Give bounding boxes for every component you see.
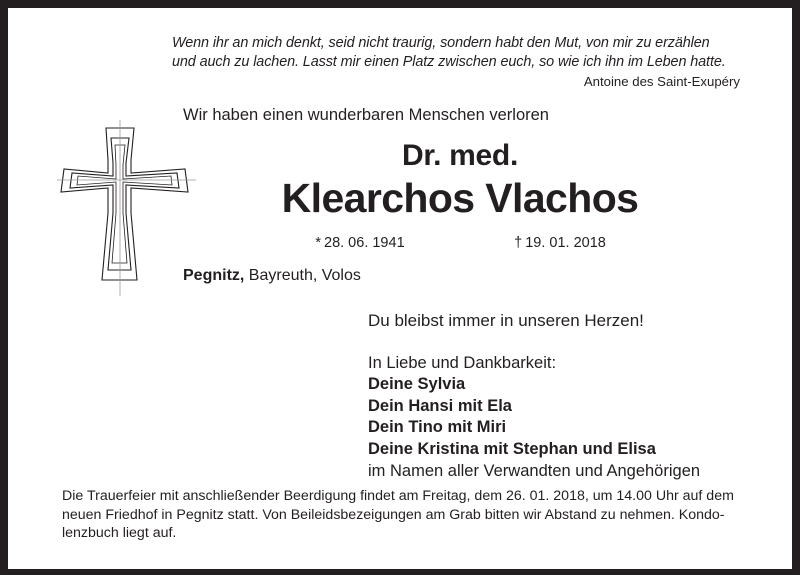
other-places: Bayreuth, Volos	[248, 267, 361, 284]
deceased-name-block	[220, 138, 700, 221]
places-line	[183, 265, 361, 286]
honorific: Dr. med.	[402, 139, 518, 172]
death-date-value: 19. 01. 2018	[525, 235, 606, 251]
frame-border-right	[792, 0, 800, 575]
birth-date-value: 28. 06. 1941	[324, 235, 405, 251]
quote-line-2: und auch zu lachen. Lasst mir einen Platz zwischen euch, so wie ich ihn im Leben hatte.	[172, 53, 726, 70]
frame-border-bottom	[0, 569, 800, 575]
family-member: Dein Tino mit Miri	[368, 418, 507, 436]
frame-border-left	[0, 0, 8, 575]
funeral-details-line-3: lenzbuch liegt auf.	[62, 525, 177, 541]
relatives-line: im Namen aller Verwandten und Angehörigen	[368, 462, 701, 480]
dagger-icon: †	[514, 235, 523, 251]
home-town: Pegnitz,	[183, 267, 245, 284]
family-member: Deine Kristina mit Stephan und Elisa	[368, 439, 656, 458]
quote-line-1: Wenn ihr an mich denkt, seid nicht traurig, sondern habt den Mut, von mir zu erzählen	[172, 35, 710, 51]
dedication-block	[368, 310, 758, 482]
thanks-line: In Liebe und Dankbarkeit:	[368, 354, 557, 372]
page-title: Klearchos Vlachos	[281, 175, 639, 221]
intro-text: Wir haben einen wunderbaren Menschen verloren	[183, 106, 549, 124]
birth-date	[260, 234, 460, 253]
frame-border-top	[0, 0, 800, 8]
funeral-details-line-1: Die Trauerfeier mit anschließender Beerdigung findet am Freitag, dem 26. 01. 2018, um 14.00 Uhr auf dem	[62, 488, 734, 504]
life-dates	[220, 234, 700, 253]
death-date	[460, 234, 660, 253]
funeral-details-line-2: neuen Friedhof in Pegnitz statt. Von Beileidsbezeigungen am Grab bitten wir Abstand zu nehmen. Kondo-	[62, 506, 725, 523]
heart-line: Du bleibst immer in unseren Herzen!	[368, 311, 644, 330]
memorial-quote	[172, 34, 740, 90]
quote-author: Antoine des Saint-Exupéry	[583, 74, 740, 89]
family-member: Dein Hansi mit Ela	[368, 396, 512, 415]
birth-symbol-icon: *	[315, 235, 321, 251]
family-member: Deine Sylvia	[368, 375, 466, 393]
funeral-details	[62, 487, 742, 543]
christian-cross-icon	[55, 118, 200, 300]
